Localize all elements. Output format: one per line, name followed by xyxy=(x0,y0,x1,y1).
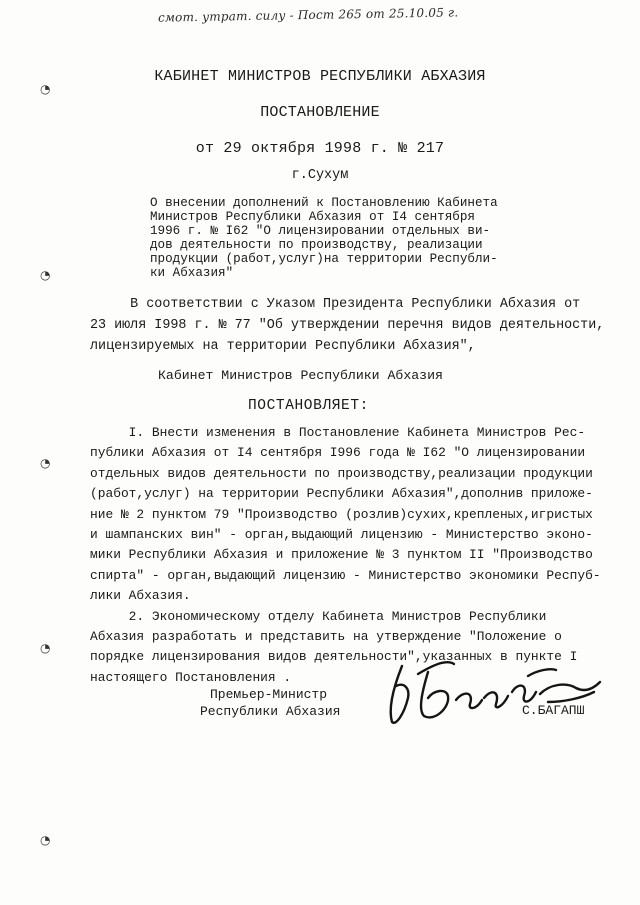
item-line: (работ,услуг) на территории Республики Абхазия",дополнив приложе- xyxy=(90,486,593,502)
punch-hole-mark-icon: ◔ xyxy=(40,456,51,470)
signatory-title xyxy=(200,686,340,720)
document-type-heading: ПОСТАНОВЛЕНИЕ xyxy=(260,104,380,121)
signatory-name: С.БАГАПШ xyxy=(522,703,585,718)
item-line: мики Республики Абхазия и приложение № 3 пунктом II "Производство xyxy=(90,547,593,563)
preamble-paragraph xyxy=(90,294,604,357)
signatory-title-line: Республики Абхазия xyxy=(200,704,341,719)
preamble-line: лицензируемых на территории Республики Абхазия", xyxy=(90,339,476,354)
subject-line: дов деятельности по производству, реализации xyxy=(150,238,483,252)
punch-hole-mark-icon: ◔ xyxy=(40,641,51,655)
punch-hole-mark-icon: ◔ xyxy=(40,833,51,847)
item-line: и шампанских вин" - орган,выдающий лицензию - Министерство эконо- xyxy=(90,527,593,543)
decree-word: ПОСТАНОВЛЯЕТ: xyxy=(248,398,369,414)
item-line: Абхазия разработать и представить на утверждение "Положение о xyxy=(90,629,562,645)
cabinet-line: Кабинет Министров Республики Абхазия xyxy=(158,368,443,383)
subject-line: Министров Республики Абхазия от I4 сентября xyxy=(150,210,475,224)
punch-hole-mark-icon: ◔ xyxy=(40,268,51,282)
item-line: публики Абхазия от I4 сентября I996 года № I62 "О лицензировании xyxy=(90,445,586,461)
decree-items xyxy=(90,423,601,688)
subject-line: О внесении дополнений к Постановлению Кабинета xyxy=(150,196,498,210)
preamble-line: В соответствии с Указом Президента Республики Абхазия от xyxy=(90,297,581,312)
item-line: I. Внести изменения в Постановление Кабинета Министров Рес- xyxy=(90,425,586,440)
item-line: спирта" - орган,выдающий лицензию - Министерство экономики Респуб- xyxy=(90,567,601,583)
item-line: порядке лицензирования видов деятельности",указанных в пункте I xyxy=(90,649,578,665)
date-number-line: от 29 октября 1998 г. № 217 xyxy=(195,140,445,157)
preamble-line: 23 июля I998 г. № 77 "Об утверждении перечня видов деятельности, xyxy=(90,318,605,333)
city-line: г.Сухум xyxy=(291,168,349,183)
signatory-title-line: Премьер-Министр xyxy=(210,687,328,702)
item-line: настоящего Постановления . xyxy=(90,669,292,685)
item-line: отдельных видов деятельности по производству,реализации продукции xyxy=(90,465,593,481)
punch-hole-mark-icon: ◔ xyxy=(40,82,51,96)
subject-line: 1996 г. № I62 "О лицензировании отдельных ви- xyxy=(150,224,491,238)
subject-block xyxy=(150,196,498,280)
item-line: 2. Экономическому отделу Кабинета Министров Республики xyxy=(90,608,547,624)
cabinet-heading: КАБИНЕТ МИНИСТРОВ РЕСПУБЛИКИ АБХАЗИЯ xyxy=(154,68,486,85)
subject-line: ки Абхазия" xyxy=(150,266,234,280)
handwritten-signature xyxy=(378,652,608,730)
item-line: ние № 2 пунктом 79 "Производство (розлив)сухих,крепленых,игристых xyxy=(90,506,593,522)
subject-line: продукции (работ,услуг)на территории Республи- xyxy=(150,252,498,266)
item-line: лики Абхазия. xyxy=(90,588,191,604)
handwritten-annotation: смот. утрат. силу - Пост 265 от 25.10.05 г. xyxy=(157,5,459,25)
